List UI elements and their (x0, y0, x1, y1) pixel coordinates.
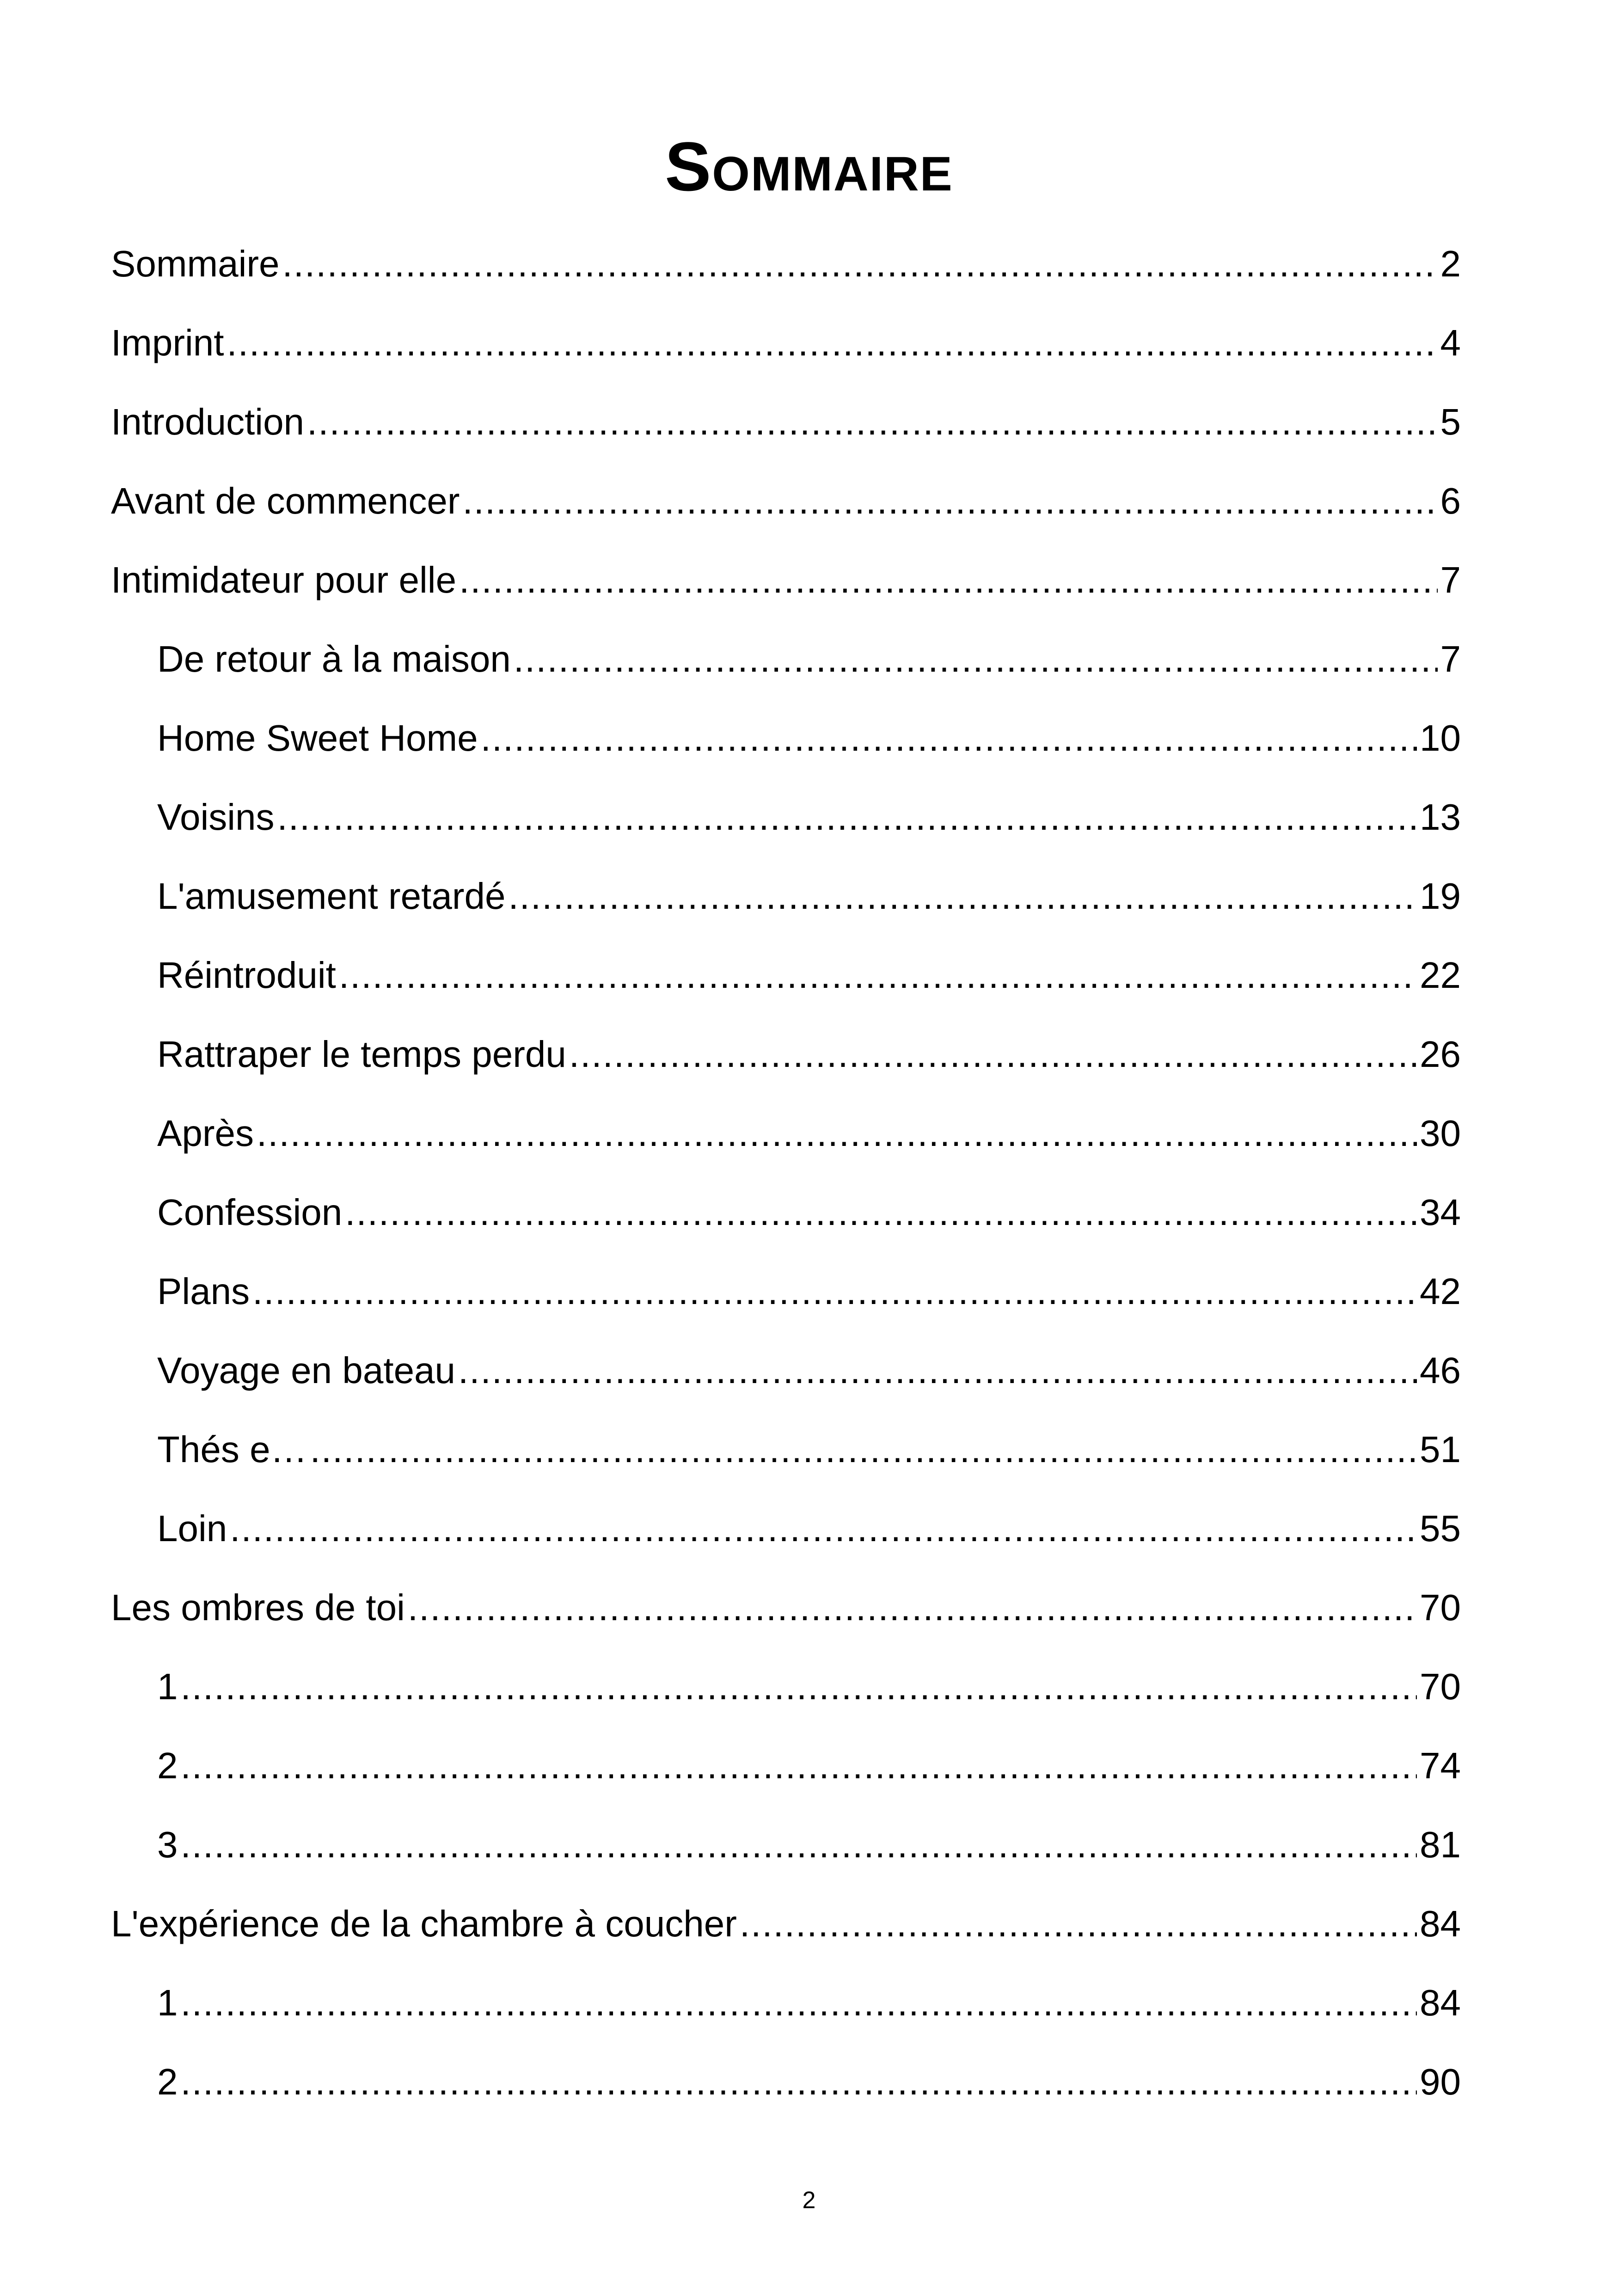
toc-entry-page-number: 90 (1420, 2061, 1461, 2102)
toc-dot-leader (514, 619, 1438, 698)
page-title-text: Sommaire (665, 128, 953, 205)
toc-dot-leader (345, 1173, 1417, 1252)
toc-entry[interactable] (111, 540, 1461, 619)
toc-dot-leader (277, 778, 1417, 857)
toc-entry-label: Voyage en bateau (157, 1350, 456, 1391)
toc-dot-leader (462, 461, 1437, 540)
toc-entry[interactable] (111, 1647, 1461, 1726)
toc-entry-label: De retour à la maison (157, 638, 511, 680)
toc-entry-page-number: 4 (1440, 322, 1461, 363)
toc-entry[interactable] (111, 303, 1461, 382)
toc-entry-page-number: 42 (1420, 1271, 1461, 1312)
toc-entry-label: 1 (157, 1666, 178, 1707)
page-title (0, 125, 1618, 208)
toc-entry-page-number: 55 (1420, 1508, 1461, 1549)
toc-dot-leader (181, 1963, 1417, 2042)
toc-entry[interactable] (111, 619, 1461, 698)
toc-entry[interactable] (111, 1884, 1461, 1963)
footer-page-number: 2 (802, 2187, 816, 2214)
toc-entry-page-number: 70 (1420, 1587, 1461, 1628)
toc-dot-leader (257, 1094, 1417, 1173)
toc-entry-label: L'expérience de la chambre à coucher (111, 1903, 737, 1944)
toc-entry[interactable] (111, 1252, 1461, 1331)
toc-entry-label: Les ombres de toi (111, 1587, 405, 1628)
toc-dot-leader (459, 540, 1437, 619)
toc-entry[interactable] (111, 1410, 1461, 1489)
toc-entry-label: Introduction (111, 401, 305, 442)
toc-entry-label: Loin (157, 1508, 227, 1549)
toc-dot-leader (252, 1252, 1417, 1331)
toc-entry[interactable] (111, 1094, 1461, 1173)
toc-entry[interactable] (111, 461, 1461, 540)
toc-entry[interactable] (111, 1726, 1461, 1805)
toc-entry-label: Réintroduit (157, 955, 336, 996)
toc-dot-leader (230, 1489, 1417, 1568)
toc-dot-leader (508, 857, 1417, 936)
toc-entry-label: Home Sweet Home (157, 717, 478, 759)
toc-entry-page-number: 22 (1420, 955, 1461, 996)
toc-entry-page-number: 2 (1440, 243, 1461, 284)
toc-entry[interactable] (111, 1489, 1461, 1568)
toc-entry-page-number: 7 (1440, 559, 1461, 600)
toc-entry[interactable] (111, 936, 1461, 1015)
toc-entry[interactable] (111, 1173, 1461, 1252)
toc-entry[interactable] (111, 857, 1461, 936)
toc-entry-label: Rattraper le temps perdu (157, 1034, 566, 1075)
toc-entry-label: Plans (157, 1271, 250, 1312)
toc-dot-leader (181, 1647, 1417, 1726)
toc-dot-leader (481, 698, 1417, 778)
table-of-contents (111, 224, 1461, 2121)
toc-entry-label: Confession (157, 1192, 343, 1233)
toc-entry-page-number: 51 (1420, 1429, 1461, 1470)
toc-entry-label: 3 (157, 1824, 178, 1865)
toc-entry-label: 1 (157, 1982, 178, 2023)
toc-entry[interactable] (111, 1331, 1461, 1410)
toc-entry-page-number: 84 (1420, 1903, 1461, 1944)
toc-entry-label: Imprint (111, 322, 224, 363)
toc-entry[interactable] (111, 382, 1461, 461)
toc-dot-leader (307, 382, 1437, 461)
toc-entry[interactable] (111, 778, 1461, 857)
toc-dot-leader (569, 1015, 1417, 1094)
toc-entry-page-number: 10 (1420, 717, 1461, 759)
toc-entry-page-number: 6 (1440, 480, 1461, 521)
toc-entry-label: L'amusement retardé (157, 876, 506, 917)
toc-entry[interactable] (111, 1568, 1461, 1647)
toc-entry-page-number: 81 (1420, 1824, 1461, 1865)
toc-dot-leader (282, 224, 1438, 303)
toc-entry[interactable] (111, 1805, 1461, 1884)
toc-entry-page-number: 70 (1420, 1666, 1461, 1707)
toc-entry-label: 2 (157, 2061, 178, 2102)
toc-entry-label: Après (157, 1113, 254, 1154)
toc-entry-page-number: 34 (1420, 1192, 1461, 1233)
toc-entry-page-number: 74 (1420, 1745, 1461, 1786)
toc-entry-label: Intimidateur pour elle (111, 559, 457, 600)
toc-entry-page-number: 7 (1440, 638, 1461, 680)
toc-dot-leader (740, 1884, 1417, 1963)
toc-entry-page-number: 13 (1420, 796, 1461, 838)
toc-entry-label: Voisins (157, 796, 275, 838)
toc-dot-leader (181, 1726, 1417, 1805)
toc-entry-page-number: 19 (1420, 876, 1461, 917)
toc-dot-leader (181, 2042, 1417, 2121)
toc-dot-leader (458, 1331, 1417, 1410)
toc-dot-leader (339, 936, 1417, 1015)
toc-entry[interactable] (111, 1963, 1461, 2042)
toc-entry-page-number: 84 (1420, 1982, 1461, 2023)
toc-dot-leader (408, 1568, 1417, 1647)
toc-entry-label: Sommaire (111, 243, 280, 284)
toc-entry[interactable] (111, 1015, 1461, 1094)
toc-entry-page-number: 30 (1420, 1113, 1461, 1154)
toc-entry[interactable] (111, 698, 1461, 778)
toc-entry-page-number: 26 (1420, 1034, 1461, 1075)
toc-entry[interactable] (111, 224, 1461, 303)
toc-entry-page-number: 5 (1440, 401, 1461, 442)
toc-entry-label: 2 (157, 1745, 178, 1786)
toc-entry[interactable] (111, 2042, 1461, 2121)
toc-dot-leader (310, 1410, 1417, 1489)
toc-entry-page-number: 46 (1420, 1350, 1461, 1391)
toc-entry-label: Avant de commencer (111, 480, 460, 521)
toc-entry-label: Thés e… (157, 1429, 307, 1470)
toc-dot-leader (227, 303, 1438, 382)
toc-dot-leader (181, 1805, 1417, 1884)
